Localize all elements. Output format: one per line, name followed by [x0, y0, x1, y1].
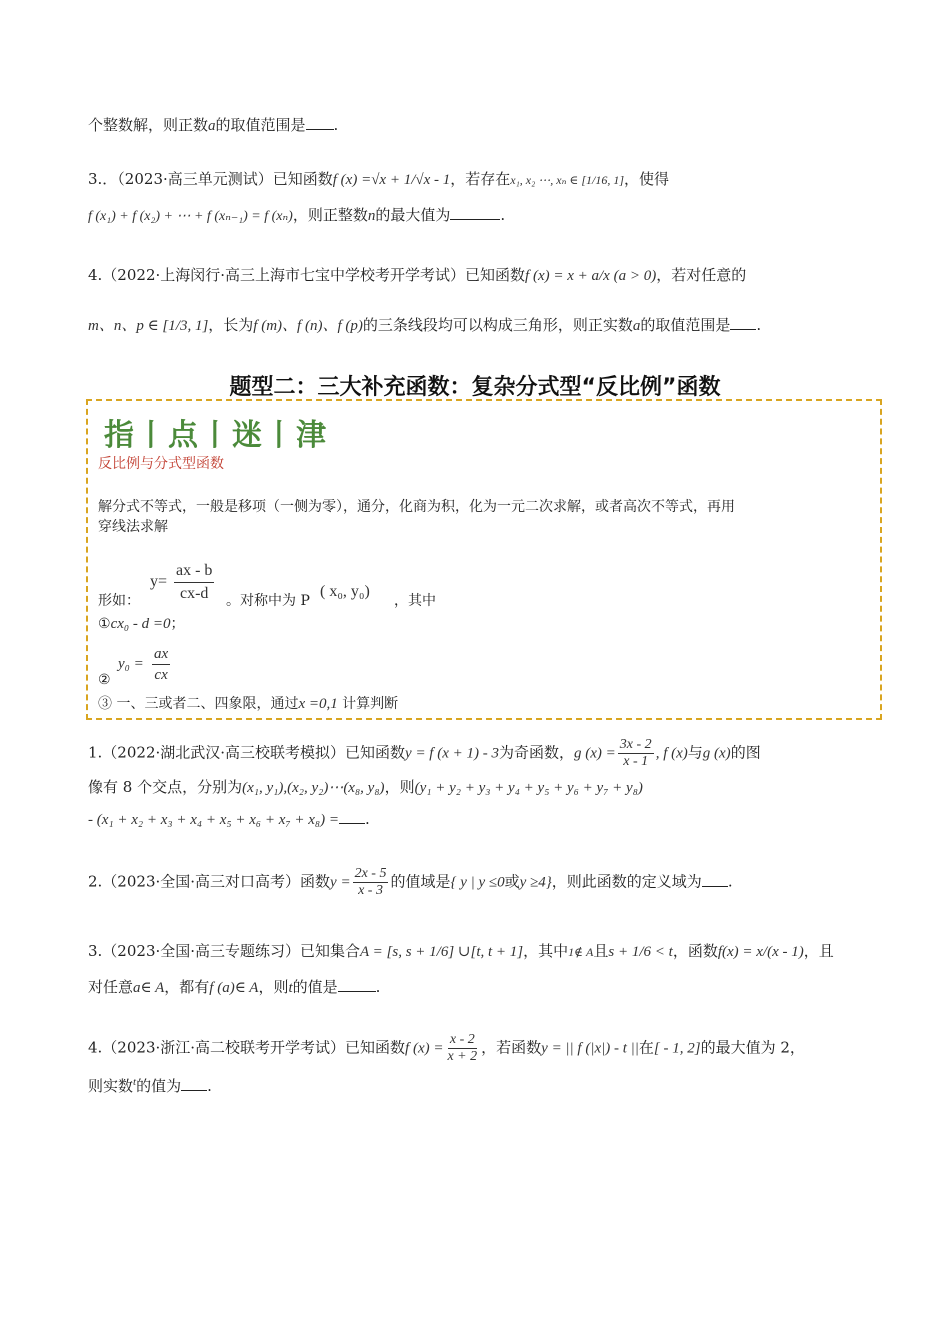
math-expression: A = [s, s + 1/6] ∪[t, t + 1] [360, 944, 524, 960]
text: 3.．（2023·高三单元测试）已知函数 [88, 170, 333, 188]
tip-condition-1 [98, 614, 184, 634]
fraction-denominator: x - 3 [358, 883, 383, 898]
answer-blank [339, 809, 365, 824]
text: ，其中 [523, 942, 569, 960]
text: ，都有 [164, 978, 210, 996]
tip-heading: 指丨点丨迷丨津 [104, 418, 328, 453]
answer-blank [730, 315, 756, 330]
answer-blank [338, 977, 376, 992]
math-expression: a∈ A [133, 980, 165, 996]
math-expression: g (x) [702, 745, 731, 762]
text: ，函数 [672, 942, 718, 960]
text: 形如： [98, 593, 140, 609]
form-fraction [174, 560, 214, 605]
text: 计算判断 [337, 696, 399, 712]
fraction-denominator: cx [154, 667, 168, 683]
g-fraction [618, 737, 654, 770]
math-var: a [632, 318, 641, 334]
text: ② [98, 672, 111, 688]
text: 的取值范围是 [640, 316, 731, 334]
q1-line-1 [88, 737, 761, 767]
text: 的值是 [292, 978, 338, 996]
fraction-numerator: ax [152, 644, 170, 665]
math-expression: x =0,1 [298, 696, 338, 712]
text: 的取值范围是 [215, 116, 306, 134]
text: 4.（2023·浙江·高二校联考开学考试）已知函数 [88, 1038, 406, 1057]
text: ，则 [258, 978, 289, 996]
text: 的图 [730, 743, 761, 762]
text: 2.（2023·全国·高三对口高考）函数 [88, 872, 331, 891]
q2-line: 2.（2023·全国·高三对口高考）函数y = $\frac{2x - 5}{x - 3}$ 的值域是{ y | y ≤0或y ≥4}，则此函数的定义域为 . [88, 866, 733, 898]
math-expression: y= [150, 573, 168, 590]
q1-line-2 [88, 776, 643, 799]
text: 个整数解，则正数 [88, 116, 209, 134]
math-expression: - (x₁ + x₂ + x₃ + x₄ + x₅ + x₆ + x₇ + x₈) = [88, 812, 339, 828]
text: ，使得 [624, 170, 670, 188]
math-expression: (y₁ + y₂ + y₃ + y₄ + y₅ + y₆ + y₇ + y₈) [414, 780, 643, 796]
text: ，若对任意的 [656, 266, 747, 284]
math-var: t [288, 980, 293, 996]
y0-fraction [152, 644, 170, 685]
math-expression: ( x₀, y₀) [320, 583, 370, 600]
section-title: 题型二：三大补充函数：复杂分式型“反比例”函数 [229, 375, 721, 400]
math-expression: m、n、p ∈ [1/3, 1] [88, 318, 209, 334]
text: ； [170, 616, 185, 632]
answer-blank [306, 115, 334, 130]
text: ，则 [384, 778, 415, 796]
answer-blank [450, 205, 500, 220]
text: 的最大值为 2， [700, 1038, 805, 1057]
math-expression: f (x) =√x + 1/√x - 1 [332, 172, 451, 188]
math-expression: f (x₁) + f (x₂) + ⋯ + f (xₙ₋₁) = f (xₙ) [88, 209, 293, 224]
tip-condition-3 [98, 694, 398, 714]
text: 像有 8 个交点，分别为 [88, 778, 243, 796]
q4b-line-1 [88, 1032, 805, 1062]
text: 的值为 [136, 1077, 182, 1095]
fraction-numerator: x - 2 [449, 1032, 475, 1047]
math-expression: , f (x) [655, 745, 688, 762]
math-expression: x₁, x₂ ⋯, xₙ ∈ [1/16, 1] [510, 173, 625, 187]
q3b-line-1 [88, 940, 834, 963]
tip-paragraph-line-2: 穿线法求解 [98, 519, 168, 535]
math-expression: y = [330, 874, 351, 891]
text: 的最大值为 [375, 206, 451, 224]
math-expression: f (x) = x + a/x (a > 0) [525, 268, 657, 284]
text: ，则正整数 [292, 206, 368, 224]
math-expression: cx₀ - d =0 [110, 616, 171, 632]
question-4-line-2: m、n、p ∈ [1/3, 1]，长为f (m)、f (n)、f (p)的三条线段均可以构成三角形，则正实数a的取值范围是 . [88, 316, 762, 334]
math-expression: y₀ = [118, 656, 144, 672]
math-var: n [367, 208, 376, 224]
fraction-denominator: x - 1 [623, 754, 649, 769]
q2-fraction [353, 866, 389, 899]
text: 为奇函数， [499, 743, 575, 762]
math-expression: y ≥4} [519, 874, 552, 891]
q4b-line-2: 则实数$^t$的值为 . [88, 1076, 212, 1095]
text: 与 [687, 743, 703, 762]
q1-line-3: - (x₁ + x₂ + x₃ + x₄ + x₅ + x₆ + x₇ + x₈) = . [88, 810, 370, 828]
math-expression: (x₁, y₁),(x₂, y₂)⋯(x₈, y₈) [242, 780, 385, 796]
text: 且 [593, 942, 609, 960]
text: 则实数 [88, 1077, 134, 1095]
text: ，若存在 [450, 170, 511, 188]
q4-fraction [445, 1032, 479, 1065]
text: ，长为 [208, 316, 254, 334]
text: ，且 [803, 942, 834, 960]
text: 的三条线段均可以构成三角形，则正实数 [362, 316, 633, 334]
math-expression: f (x) = [405, 1040, 444, 1057]
text: 。对称中为 P [226, 593, 310, 609]
fraction-numerator: 2x - 5 [354, 866, 387, 881]
continuation-line: 个整数解，则正数a的取值范围是 . [88, 116, 339, 134]
fraction-numerator: 3x - 2 [619, 737, 652, 752]
text: 或 [504, 872, 520, 891]
fraction-numerator: ax - b [174, 560, 214, 583]
text: 的值域是 [390, 872, 451, 891]
math-expression: s + 1/6 < t [608, 944, 673, 960]
math-expression: 1∉ A [568, 945, 594, 959]
question-3-line-1 [88, 168, 669, 191]
math-var: t [133, 1076, 137, 1088]
text: 4.（2022·上海闵行·高三上海市七宝中学校考开学考试）已知函数 [88, 266, 526, 284]
text: 1.（2022·湖北武汉·高三校联考模拟）已知函数 [88, 743, 406, 762]
text: 对任意 [88, 978, 134, 996]
text: ① [98, 616, 111, 632]
text: 3.（2023·全国·高三专题练习）已知集合 [88, 942, 361, 960]
question-3-line-2: f (x₁) + f (x₂) + ⋯ + f (xₙ₋₁) = f (xₙ)，则正整数n的最大值为 . [88, 206, 506, 224]
math-expression: g (x) = [574, 745, 616, 762]
tip-paragraph-line-1: 解分式不等式，一般是移项（一侧为零），通分，化商为积，化为一元二次求解，或者高次不等式，再用 [98, 499, 735, 515]
math-var: a [208, 118, 216, 134]
text: 在 [638, 1038, 654, 1057]
question-4-line-1 [88, 264, 746, 287]
fraction-denominator: x + 2 [447, 1049, 478, 1064]
text: ，若函数 [481, 1038, 542, 1057]
answer-blank [181, 1076, 207, 1091]
math-expression: y = f (x + 1) - 3 [405, 745, 499, 762]
math-expression: { y | y ≤0 [450, 874, 505, 891]
math-expression: f (a)∈ A [209, 980, 259, 996]
text: ，则此函数的定义域为 [551, 872, 702, 891]
text: ③ 一、三或者二、四象限，通过 [98, 696, 299, 712]
math-expression: [ - 1, 2] [653, 1040, 701, 1057]
answer-blank [702, 872, 728, 887]
math-expression: f(x) = x/(x - 1) [717, 944, 804, 960]
math-expression: f (m)、f (n)、f (p) [253, 318, 363, 334]
q3b-line-2: 对任意a∈ A，都有f (a)∈ A，则t的值是 . [88, 978, 381, 996]
tip-subtitle: 反比例与分式型函数 [98, 456, 224, 472]
fraction-denominator: cx-d [180, 585, 209, 602]
text: ，其中 [394, 593, 436, 609]
math-expression: y = || f (|x|) - t || [541, 1040, 639, 1057]
